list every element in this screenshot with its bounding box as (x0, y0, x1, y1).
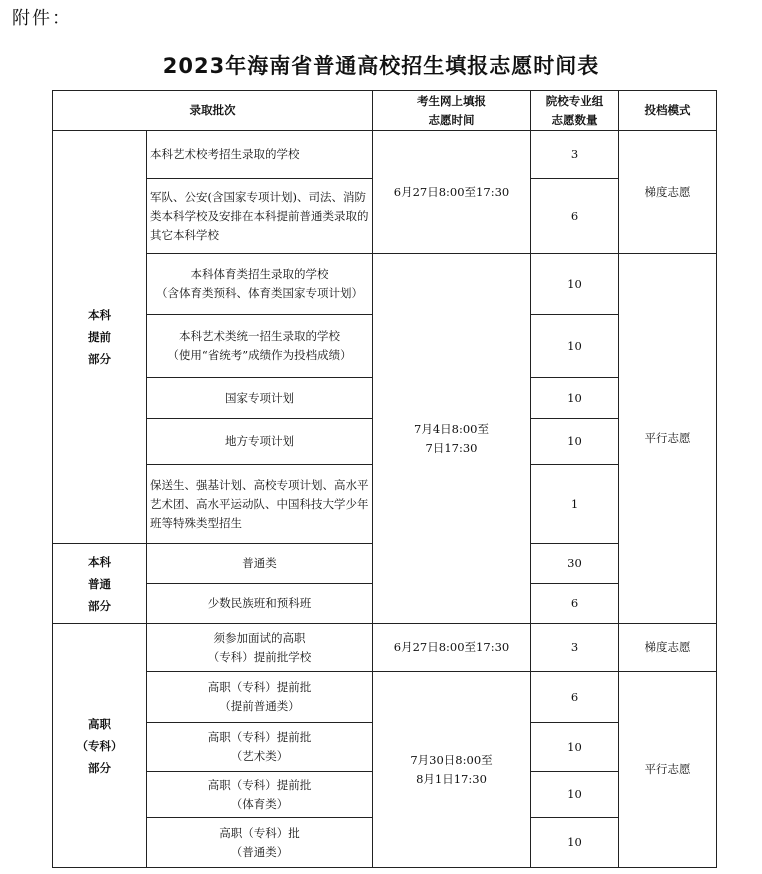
batch-name: 高职（专科）提前批 （提前普通类） (147, 672, 373, 723)
table-row (53, 672, 717, 723)
table-row (53, 254, 717, 315)
batch-name: 保送生、强基计划、高校专项计划、高水平艺术团、高水平运动队、中国科技大学少年班等特殊类型招生 (147, 465, 373, 544)
volunteer-count: 6 (531, 179, 619, 254)
batch-name: 本科体育类招生录取的学校 （含体育类预科、体育类国家专项计划） (147, 254, 373, 315)
volunteer-count: 30 (531, 544, 619, 584)
batch-name: 高职（专科）批 （普通类） (147, 818, 373, 868)
section-benke-putong: 本科 普通 部分 (53, 544, 147, 624)
fill-time: 6月27日8:00至17:30 (373, 624, 531, 672)
volunteer-count: 10 (531, 818, 619, 868)
filing-mode: 平行志愿 (619, 254, 717, 624)
batch-name: 国家专项计划 (147, 378, 373, 419)
volunteer-count: 10 (531, 378, 619, 419)
section-gaozhi: 高职 （专科） 部分 (53, 624, 147, 868)
batch-name: 须参加面试的高职 （专科）提前批学校 (147, 624, 373, 672)
table-row (53, 624, 717, 672)
volunteer-count: 10 (531, 315, 619, 378)
fill-time: 7月4日8:00至 7日17:30 (373, 254, 531, 624)
batch-name: 少数民族班和预科班 (147, 584, 373, 624)
volunteer-count: 3 (531, 131, 619, 179)
filing-mode: 梯度志愿 (619, 131, 717, 254)
batch-name: 高职（专科）提前批 （体育类） (147, 772, 373, 818)
volunteer-count: 10 (531, 772, 619, 818)
volunteer-count: 3 (531, 624, 619, 672)
batch-name: 高职（专科）提前批 （艺术类） (147, 723, 373, 772)
header-count: 院校专业组 志愿数量 (531, 91, 619, 131)
volunteer-count: 10 (531, 254, 619, 315)
filing-mode: 梯度志愿 (619, 624, 717, 672)
filing-mode: 平行志愿 (619, 672, 717, 868)
volunteer-count: 1 (531, 465, 619, 544)
batch-name: 本科艺术校考招生录取的学校 (147, 131, 373, 179)
batch-name: 地方专项计划 (147, 419, 373, 465)
fill-time: 6月27日8:00至17:30 (373, 131, 531, 254)
volunteer-count: 6 (531, 584, 619, 624)
header-time: 考生网上填报 志愿时间 (373, 91, 531, 131)
table-row (53, 131, 717, 179)
batch-name: 本科艺术类统一招生录取的学校 （使用“省统考”成绩作为投档成绩） (147, 315, 373, 378)
header-row (53, 91, 717, 131)
schedule-table (52, 90, 717, 868)
header-mode: 投档模式 (619, 91, 717, 131)
volunteer-count: 6 (531, 672, 619, 723)
volunteer-count: 10 (531, 723, 619, 772)
section-benke-tiqian: 本科 提前 部分 (53, 131, 147, 544)
volunteer-count: 10 (531, 419, 619, 465)
attachment-label: 附件： (12, 8, 72, 29)
header-batch: 录取批次 (53, 91, 373, 131)
page-title: 2023年海南省普通高校招生填报志愿时间表 (162, 54, 600, 78)
batch-name: 军队、公安(含国家专项计划)、司法、消防类本科学校及安排在本科提前普通类录取的其它本科学校 (147, 179, 373, 254)
fill-time: 7月30日8:00至 8月1日17:30 (373, 672, 531, 868)
batch-name: 普通类 (147, 544, 373, 584)
